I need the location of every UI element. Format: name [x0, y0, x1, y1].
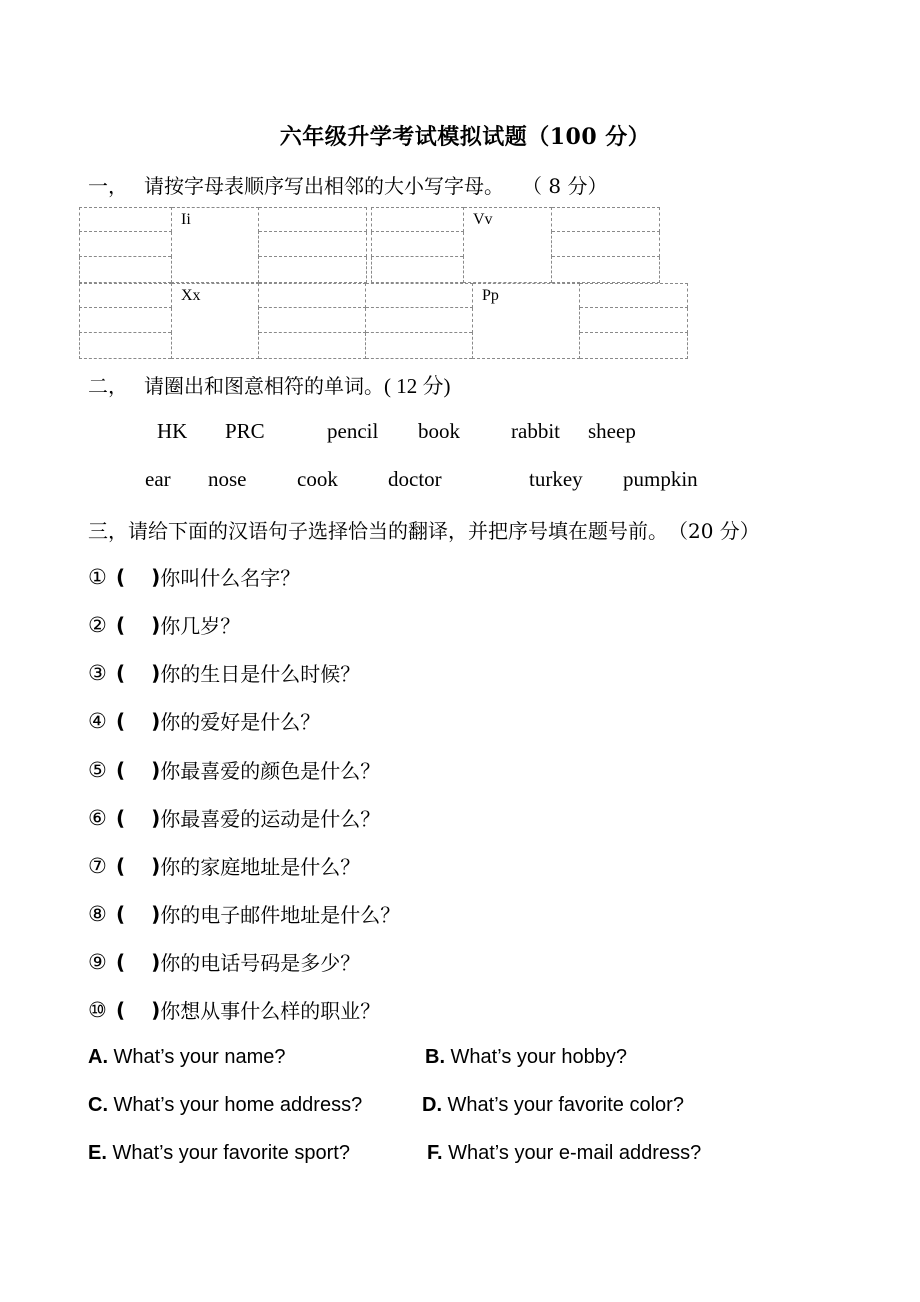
question-text: 你想从事什么样的职业？ — [160, 999, 381, 1023]
question-row: ⑩ ( ) 你想从事什么样的职业？ — [88, 995, 380, 1024]
option-letter: E. — [88, 1142, 107, 1164]
word-option[interactable]: doctor — [388, 467, 442, 491]
given-letter-cell — [473, 284, 580, 359]
question-row: ⑥ ( ) 你最喜爱的运动是什么？ — [88, 803, 380, 832]
letter-blank[interactable] — [580, 308, 688, 333]
page-title: 六年级升学考试模拟试题（100 分） — [279, 124, 651, 150]
question-text: 你的家庭地址是什么？ — [160, 855, 361, 879]
given-letter: Pp — [482, 287, 499, 304]
option-text: What’s your e-mail address? — [442, 1142, 702, 1164]
question-number: ⑨ — [88, 949, 107, 974]
letter-blank[interactable] — [80, 308, 172, 333]
answer-option-b — [425, 1046, 627, 1069]
option-letter: C. — [88, 1094, 108, 1116]
question-number: ③ — [88, 660, 107, 685]
question-row: ⑧ ( ) 你的电子邮件地址是什么？ — [88, 899, 400, 928]
question-number: ④ — [88, 708, 107, 733]
section-2-heading — [88, 370, 451, 400]
given-letter: Ii — [181, 211, 191, 228]
question-number: ⑦ — [88, 853, 107, 878]
option-text: What’s your name? — [108, 1046, 286, 1068]
letter-blank[interactable] — [372, 257, 464, 283]
question-row: ② ( ) 你几岁？ — [88, 610, 240, 639]
section-3-instruction: 请给下面的汉语句子选择恰当的翻译，并把序号填在题号前。 — [128, 519, 668, 543]
letter-blank[interactable] — [80, 333, 172, 359]
question-number: ⑥ — [88, 805, 107, 830]
section-3-score: （20 分） — [668, 519, 760, 543]
letter-blank[interactable] — [80, 208, 172, 232]
option-text: What’s your home address? — [108, 1094, 363, 1116]
letter-blank[interactable] — [80, 232, 172, 257]
question-number: ⑧ — [88, 901, 107, 926]
section-1-instruction: 请按字母表顺序写出相邻的大小写字母。 — [144, 174, 504, 198]
letter-blank[interactable] — [552, 232, 660, 257]
question-text: 你的爱好是什么？ — [160, 710, 321, 734]
question-text: 你叫什么名字？ — [160, 566, 301, 590]
question-text: 你的生日是什么时候？ — [160, 662, 361, 686]
letter-grid-vv — [371, 207, 660, 283]
option-letter: B. — [425, 1046, 445, 1068]
letter-blank[interactable] — [372, 208, 464, 232]
letter-blank[interactable] — [366, 284, 473, 308]
option-text: What’s your favorite sport? — [106, 1142, 350, 1164]
word-option[interactable]: cook — [297, 467, 338, 491]
word-option[interactable]: nose — [208, 467, 247, 491]
given-letter-cell — [464, 208, 552, 283]
question-number: ① — [88, 564, 107, 589]
question-text: 你最喜爱的颜色是什么？ — [160, 759, 381, 783]
option-text: What’s your favorite color? — [442, 1094, 684, 1116]
letter-blank[interactable] — [259, 284, 366, 308]
given-letter: Vv — [473, 211, 493, 228]
question-text: 你几岁？ — [160, 614, 241, 638]
letter-blank[interactable] — [259, 257, 367, 283]
question-text: 你的电话号码是多少？ — [160, 951, 361, 975]
question-text: 你的电子邮件地址是什么？ — [160, 903, 401, 927]
letter-blank[interactable] — [80, 257, 172, 283]
letter-blank[interactable] — [259, 308, 366, 333]
letter-blank[interactable] — [366, 308, 473, 333]
letter-grid-ii — [79, 207, 367, 283]
letter-blank[interactable] — [80, 284, 172, 308]
word-option[interactable]: PRC — [225, 419, 265, 443]
question-row: ④ ( ) 你的爱好是什么？ — [88, 706, 320, 735]
section-1-score: （ 8 分） — [522, 174, 608, 198]
answer-option-f — [427, 1142, 701, 1165]
question-row: ① ( ) 你叫什么名字？ — [88, 562, 300, 591]
question-row: ⑦ ( ) 你的家庭地址是什么？ — [88, 851, 360, 880]
option-letter: D. — [422, 1094, 442, 1116]
answer-option-c — [88, 1094, 362, 1117]
letter-blank[interactable] — [259, 333, 366, 359]
question-number: ② — [88, 612, 107, 637]
section-2-score: ( 12 分) — [384, 374, 451, 398]
section-2-number: 二， — [88, 374, 128, 398]
word-option[interactable]: turkey — [529, 467, 583, 491]
question-row: ⑤ ( ) 你最喜爱的颜色是什么？ — [88, 755, 380, 784]
word-option[interactable]: rabbit — [511, 419, 560, 443]
question-number: ⑩ — [88, 997, 107, 1022]
letter-blank[interactable] — [580, 284, 688, 308]
option-letter: A. — [88, 1046, 108, 1068]
answer-option-d — [422, 1094, 684, 1117]
letter-blank[interactable] — [552, 257, 660, 283]
letter-blank[interactable] — [372, 232, 464, 257]
word-option[interactable]: ear — [145, 467, 171, 491]
letter-blank[interactable] — [366, 333, 473, 359]
word-option[interactable]: HK — [157, 419, 188, 443]
section-1-heading — [88, 170, 607, 199]
question-text: 你最喜爱的运动是什么？ — [160, 807, 381, 831]
letter-blank[interactable] — [259, 208, 367, 232]
given-letter-cell — [172, 208, 259, 283]
answer-option-a — [88, 1046, 286, 1069]
section-2-instruction: 请圈出和图意相符的单词。 — [144, 374, 384, 398]
question-row: ③ ( ) 你的生日是什么时候？ — [88, 658, 360, 687]
letter-blank[interactable] — [552, 208, 660, 232]
given-letter: Xx — [181, 287, 201, 304]
section-3-heading — [88, 515, 760, 544]
word-option[interactable]: book — [418, 419, 460, 443]
letter-blank[interactable] — [580, 333, 688, 359]
question-number: ⑤ — [88, 757, 107, 782]
word-option[interactable]: pumpkin — [623, 467, 698, 491]
section-1-number: 一， — [88, 174, 128, 198]
option-text: What’s your hobby? — [445, 1046, 627, 1068]
answer-option-e — [88, 1142, 350, 1165]
word-option[interactable]: pencil — [327, 419, 379, 443]
word-option[interactable]: sheep — [588, 419, 636, 443]
section-3-number: 三， — [88, 519, 128, 543]
letter-blank[interactable] — [259, 232, 367, 257]
letter-grid-xx-pp — [79, 283, 688, 359]
question-row: ⑨ ( ) 你的电话号码是多少？ — [88, 947, 360, 976]
option-letter: F. — [427, 1142, 443, 1164]
given-letter-cell — [172, 284, 259, 359]
